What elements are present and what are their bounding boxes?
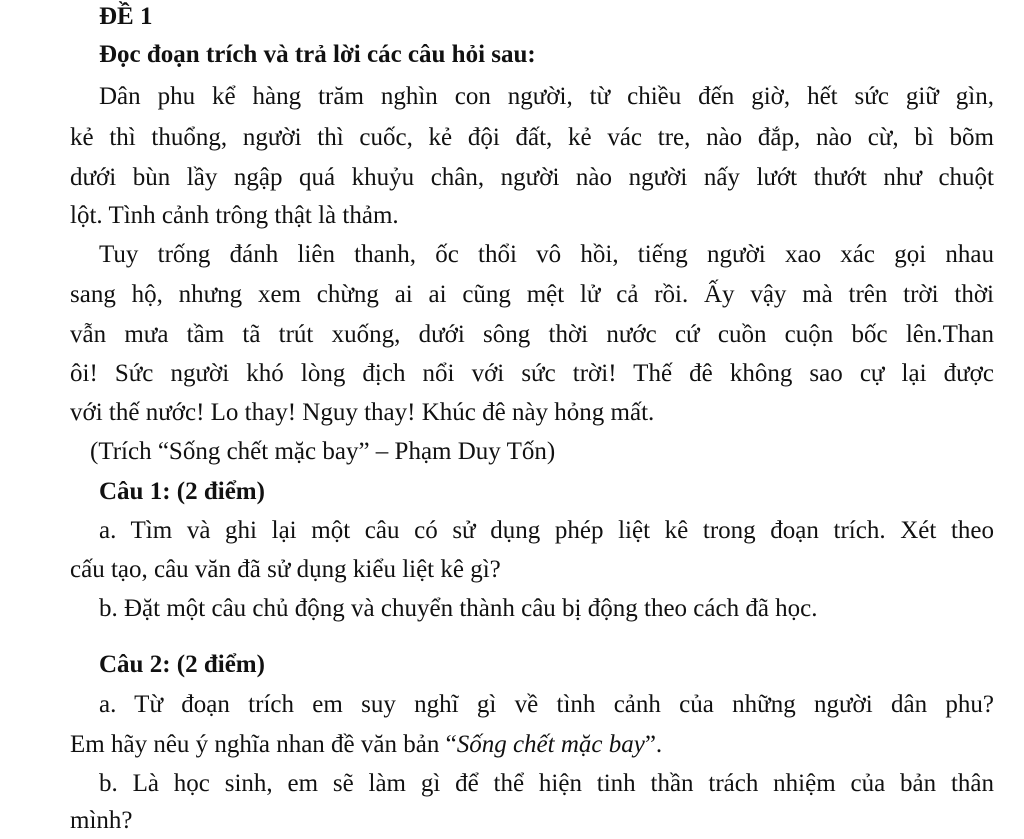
q2-a-line: a. Từ đoạn trích em suy nghĩ gì về tình cảnh của những người dân phu?	[99, 691, 994, 718]
passage-para1-line: kẻ thì thuổng, người thì cuốc, kẻ đội đất, kẻ vác tre, nào đắp, nào cừ, bì bõm	[70, 124, 994, 151]
q2-b-line: mình?	[70, 807, 133, 834]
q1-a-line: a. Tìm và ghi lại một câu có sử dụng phép liệt kê trong đoạn trích. Xét theo	[99, 517, 994, 544]
q1-b: b. Đặt một câu chủ động và chuyển thành câu bị động theo cách đã học.	[99, 595, 818, 622]
q2-a-work-title: Sống chết mặc bay	[456, 731, 645, 758]
q1-a-line: cấu tạo, câu văn đã sử dụng kiểu liệt kê gì?	[70, 556, 501, 583]
exam-title: ĐỀ 1	[99, 3, 153, 30]
passage-para1-line: lột. Tình cảnh trông thật là thảm.	[70, 202, 399, 229]
passage-para2-line: ôi! Sức người khó lòng địch nổi với sức trời! Thế đê không sao cự lại được	[70, 360, 994, 387]
q2-b-line: b. Là học sinh, em sẽ làm gì để thể hiện tinh thần trách nhiệm của bản thân	[99, 770, 994, 797]
q2-a-line	[70, 730, 662, 760]
passage-para2-line: Tuy trống đánh liên thanh, ốc thổi vô hồi, tiếng người xao xác gọi nhau	[99, 241, 994, 268]
passage-para1-line: dưới bùn lầy ngập quá khuỷu chân, người nào người nấy lướt thướt như chuột	[70, 164, 994, 191]
passage-para1-line: Dân phu kể hàng trăm nghìn con người, từ chiều đến giờ, hết sức giữ gìn,	[99, 83, 994, 110]
q2-a-line2-suffix: ”.	[644, 731, 663, 758]
passage-para2-line: vẫn mưa tầm tã trút xuống, dưới sông thời nước cứ cuồn cuộn bốc lên.Than	[70, 321, 994, 348]
passage-para2-line: sang hộ, nhưng xem chừng ai ai cũng mệt lử cả rồi. Ấy vậy mà trên trời thời	[70, 281, 994, 308]
q2-a-line2-prefix: Em hãy nêu ý nghĩa nhan đề văn bản “	[70, 731, 457, 758]
passage-para2-line: với thế nước! Lo thay! Nguy thay! Khúc đê này hỏng mất.	[70, 399, 655, 426]
instruction: Đọc đoạn trích và trả lời các câu hỏi sau:	[99, 41, 536, 68]
q2-heading: Câu 2: (2 điểm)	[99, 651, 265, 678]
passage-source: (Trích “Sống chết mặc bay” – Phạm Duy Tốn)	[90, 438, 556, 465]
q1-heading: Câu 1: (2 điểm)	[99, 478, 265, 505]
